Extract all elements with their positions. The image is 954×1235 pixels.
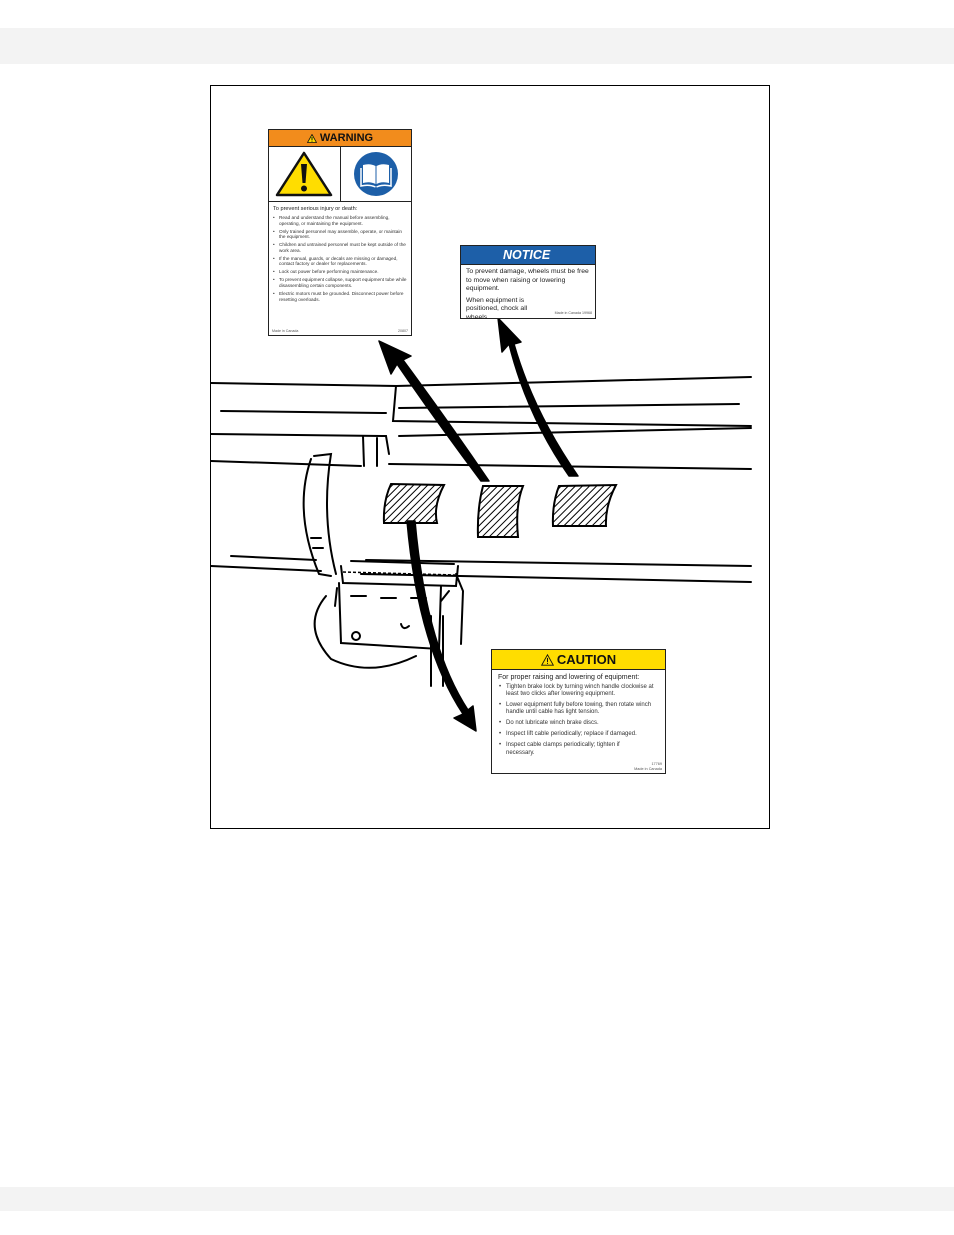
caution-decal — [491, 649, 666, 774]
caution-triangle-icon — [541, 654, 554, 666]
notice-header — [461, 246, 595, 265]
list-item: • To prevent equipment collapse, support equipment tube while disassembling certain components. — [273, 277, 408, 288]
caution-title: CAUTION — [556, 652, 617, 667]
list-item: • Inspect cable clamps periodically; tighten if necessary. — [499, 742, 660, 756]
warning-decal — [268, 129, 412, 336]
caution-list — [492, 684, 665, 757]
notice-decal — [460, 245, 596, 319]
caution-leader-arrow — [407, 521, 476, 731]
warning-intro: To prevent serious injury or death: — [273, 206, 358, 212]
caution-footer — [634, 762, 662, 771]
notice-paragraph-2: When equipment is positioned, chock all wheels. — [466, 296, 528, 321]
warning-made-in: Made in Canada — [272, 329, 299, 333]
notice-leader-arrow — [498, 318, 578, 476]
list-item: • Electric motors must be grounded. Disconnect power before resetting overloads. — [273, 291, 408, 302]
list-item: • Children and untrained personnel must be kept outside of the work area. — [273, 242, 408, 253]
warning-header — [269, 130, 411, 147]
list-item: • Inspect lift cable periodically; replace if damaged. — [499, 731, 660, 738]
notice-decal-location-2 — [553, 485, 616, 526]
caution-part-number: 17769 — [651, 762, 662, 767]
caution-intro: For proper raising and lowering of equipment: — [498, 674, 640, 681]
list-item: • Only trained personnel may assemble, operate, or maintain the equipment. — [273, 229, 408, 240]
warning-title: WARNING — [319, 132, 374, 144]
notice-decal-location-1 — [478, 486, 523, 537]
list-item: • If the manual, guards, or decals are missing or damaged, contact factory or dealer for replacements. — [273, 256, 408, 267]
warning-part-number: 20807 — [398, 329, 408, 333]
warning-pictograms — [269, 147, 411, 202]
read-manual-icon — [353, 151, 399, 197]
warning-triangle-icon — [275, 151, 333, 197]
list-item: • Lock out power before performing maintenance. — [273, 269, 408, 275]
decal-location-figure — [210, 85, 770, 829]
warning-decal-location — [384, 484, 444, 523]
list-item: • Lower equipment fully before towing, then rotate winch handle until cable has light tension. — [499, 702, 660, 716]
caution-made-in: Made in Canada — [634, 766, 662, 771]
warning-footer — [272, 329, 408, 333]
warning-list — [269, 215, 411, 302]
list-item: • Do not lubricate winch brake discs. — [499, 720, 660, 727]
notice-title: NOTICE — [503, 248, 551, 262]
warning-leader-arrow — [379, 341, 489, 481]
caution-header — [492, 650, 665, 670]
page-footer-band — [0, 1187, 954, 1211]
notice-paragraph-1: To prevent damage, wheels must be free to move when raising or lowering equipment. — [466, 268, 589, 292]
list-item: • Tighten brake lock by turning winch handle clockwise at least two clicks after lowering equipment. — [499, 684, 660, 698]
warning-triangle-small-icon — [307, 134, 317, 143]
list-item: • Read and understand the manual before assembling, operating, or maintaining the equipment. — [273, 215, 408, 226]
notice-footer: Made in Canada 19968 — [554, 311, 592, 315]
page-header-band — [0, 28, 954, 64]
